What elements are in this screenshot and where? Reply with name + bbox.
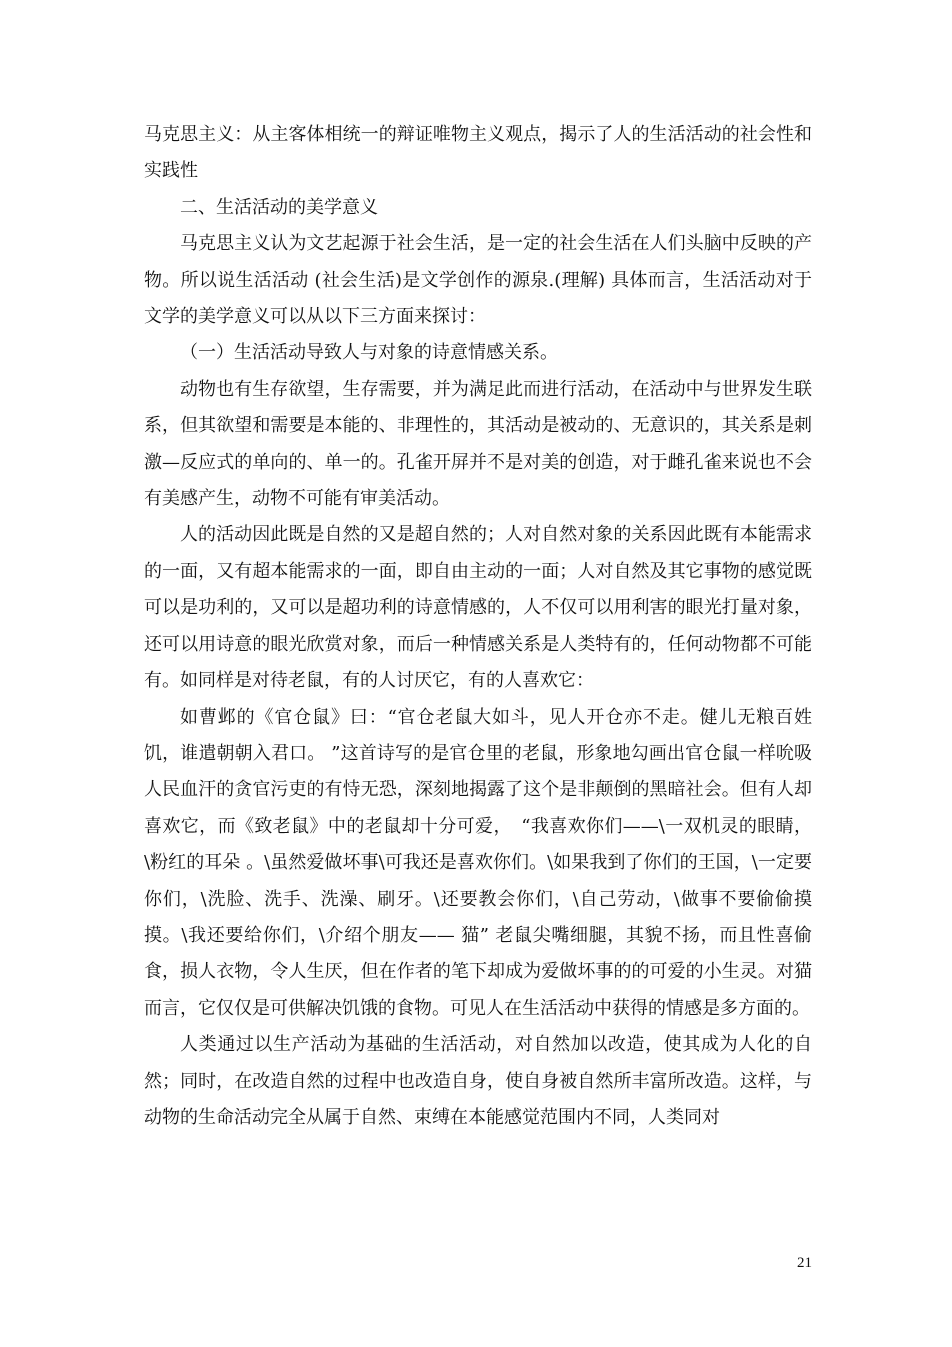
paragraph-animal-activity: 动物也有生存欲望，生存需要，并为满足此而进行活动，在活动中与世界发生联系，但其欲望和需要是本能的、非理性的，其活动是被动的、无意识的，其关系是刺激—反应式的单向的、单一的。孔雀开屏并不是对美的创造，对于雌孔雀来说也不会有美感产生，动物不可能有审美活动。 <box>144 378 812 510</box>
paragraph-rat-poems: 如曹邺的《官仓鼠》曰：“官仓老鼠大如斗，见人开仓亦不走。健儿无粮百姓饥，谁遣朝朝入君口。 ”这首诗写的是官仓里的老鼠，形象地勾画出官仓鼠一样吮吸人民血汗的贪官污吏的有恃无恐，深刻地揭露了这个是非颠倒的黑暗社会。但有人却喜欢它，而《致老鼠》中的老鼠却十分可爱， “我喜欢你们——\一双机灵的眼睛，\粉红的耳朵 。\虽然爱做坏事\可我还是喜欢你们。\如果我到了你们的王国，\一定要你们，\洗脸、洗手、洗澡、刷牙。\还要教会你们，\自己劳动，\做事不要偷偷摸摸。\我还要给你们，\介绍个朋友—— 猫” 老鼠尖嘴细腿，其貌不扬，而且性喜偷食，损人衣物，令人生厌，但在作者的笔下却成为爱做坏事的的可爱的小生灵。对猫而言，它仅仅是可供解决饥饿的食物。可见人在生活活动中获得的情感是多方面的。 <box>144 706 812 1019</box>
paragraph-art-origin: 马克思主义认为文艺起源于社会生活，是一定的社会生活在人们头脑中反映的产物。所以说生活活动 (社会生活)是文学创作的源泉.(理解) 具体而言，生活活动对于文学的美学意义可以从以下三方面来探讨： <box>144 233 812 328</box>
paragraph-human-activity: 人的活动因此既是自然的又是超自然的；人对自然对象的关系因此既有本能需求的一面，又有超本能需求的一面，即自由主动的一面；人对自然及其它事物的感觉既可以是功利的，又可以是超功利的诗意情感的，人不仅可以用利害的眼光打量对象，还可以用诗意的眼光欣赏对象，而后一种情感关系是人类特有的，任何动物都不可能有。如同样是对待老鼠，有的人讨厌它，有的人喜欢它： <box>144 524 812 692</box>
section-heading: 二、生活活动的美学意义 <box>180 196 378 218</box>
page-number: 21 <box>797 1255 812 1271</box>
body-text <box>144 117 812 1136</box>
subsection-heading: （一）生活活动导致人与对象的诗意情感关系。 <box>180 342 558 364</box>
paragraph-marxism-summary: 马克思主义：从主客体相统一的辩证唯物主义观点，揭示了人的生活活动的社会性和实践性 <box>144 124 812 182</box>
paragraph-production-activity: 人类通过以生产活动为基础的生活活动，对自然加以改造，使其成为人化的自然；同时，在改造自然的过程中也改造自身，使自身被自然所丰富所改造。这样，与动物的生命活动完全从属于自然、束缚在本能感觉范围内不同，人类同对 <box>144 1034 812 1128</box>
